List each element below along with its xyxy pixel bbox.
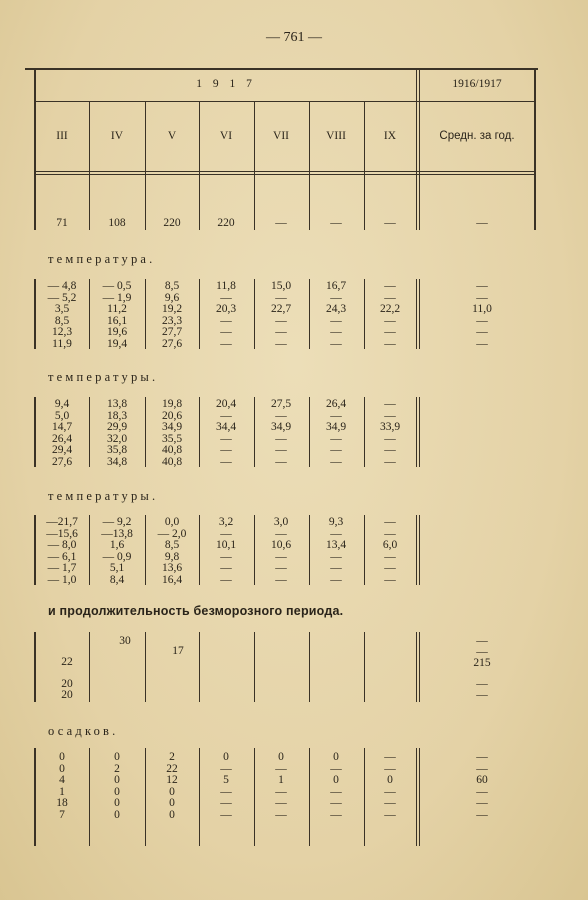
table-cell: — 1,0: [47, 573, 77, 586]
frost-free-avg-cell: —: [476, 678, 488, 690]
table-cell: 34,4: [215, 421, 237, 433]
table-cell: 26,4: [325, 398, 347, 410]
block-col-divider-3-3: [254, 632, 255, 702]
table-cell: —: [476, 808, 488, 821]
table-cell: —: [384, 562, 396, 574]
table-cell: 13,6: [161, 562, 183, 574]
table-cell: 34,9: [270, 421, 292, 433]
table-cell: 18: [56, 797, 68, 809]
block-year-divider-4: [416, 748, 417, 846]
table-cell: —: [384, 409, 396, 422]
table-cell: 33,9: [379, 421, 401, 433]
table-cell: 22,7: [270, 303, 292, 315]
top-row-cell: 220: [163, 217, 181, 229]
table-cell: — 0,9: [102, 550, 132, 563]
frost-free-avg-cell: —: [476, 646, 488, 658]
year-divider: [416, 68, 417, 230]
page-number: — 761 —: [266, 30, 322, 45]
block-col-divider-3-4: [309, 632, 310, 702]
header-month-iii: III: [56, 130, 68, 142]
table-cell: —: [220, 808, 232, 821]
table-cell: —: [384, 762, 396, 775]
table-cell: 0: [59, 762, 65, 775]
table-cell: —: [330, 432, 342, 445]
table-cell: 27,6: [161, 337, 183, 350]
table-cell: 18,3: [106, 409, 128, 422]
table-cell: —: [275, 455, 287, 468]
table-cell: 0: [387, 774, 393, 786]
header-avg-label: Средн. за год.: [439, 130, 515, 142]
table-cell: —: [275, 808, 287, 821]
header-year-1916-1917: 1916/1917: [452, 78, 502, 90]
table-top-rule: [25, 68, 538, 70]
table-cell: —: [384, 516, 396, 528]
block-col-divider-4-5: [364, 748, 365, 846]
table-cell: 8,5: [164, 280, 180, 292]
table-cell: —: [330, 562, 342, 574]
table-cell: 8,5: [164, 539, 180, 551]
frost-free-iv-cell: 30: [119, 635, 131, 647]
table-cell: 40,8: [161, 444, 183, 456]
frost-free-avg-cell: 215: [473, 657, 491, 669]
table-cell: —: [275, 550, 287, 563]
table-cell: 0: [333, 774, 339, 786]
table-cell: —21,7: [46, 516, 78, 528]
top-row-cell: 71: [56, 217, 68, 229]
table-cell: 0: [333, 751, 339, 763]
table-cell: 9,6: [164, 291, 180, 304]
table-cell: —: [220, 762, 232, 775]
table-cell: 14,7: [51, 421, 73, 433]
table-cell: 16,7: [325, 280, 347, 292]
table-cell: —15,6: [46, 527, 78, 540]
table-cell: — 0,5: [102, 280, 132, 292]
table-cell: —: [330, 444, 342, 456]
block-col-divider-0-5: [364, 279, 365, 349]
block-col-divider-0-3: [254, 279, 255, 349]
table-cell: 24,3: [325, 303, 347, 315]
table-cell: 19,8: [161, 398, 183, 410]
table-cell: 29,4: [51, 444, 73, 456]
table-cell: —: [384, 326, 396, 338]
table-cell: 16,4: [161, 573, 183, 586]
year-divider-2: [419, 68, 420, 230]
table-cell: —: [330, 455, 342, 468]
frost-free-avg-cell: —: [476, 689, 488, 701]
table-cell: 0: [169, 808, 175, 821]
table-cell: 8,5: [54, 314, 70, 327]
block-year-divider2-1: [419, 397, 420, 467]
table-cell: 0: [169, 797, 175, 809]
table-cell: 10,6: [270, 539, 292, 551]
table-cell: 15,0: [270, 280, 292, 292]
table-cell: 34,9: [325, 421, 347, 433]
table-cell: 27,6: [51, 455, 73, 468]
block-col-divider-0-2: [199, 279, 200, 349]
table-left-border: [34, 68, 36, 230]
table-cell: 2: [114, 762, 120, 775]
table-cell: —: [384, 337, 396, 350]
block-col-divider-3-1: [145, 632, 146, 702]
block-year-divider-3: [416, 632, 417, 702]
table-cell: 32,0: [106, 432, 128, 445]
table-cell: —: [384, 527, 396, 540]
table-cell: 11,8: [216, 280, 236, 292]
block-left-border-2: [34, 515, 36, 585]
table-cell: —: [330, 314, 342, 327]
table-cell: 3,0: [273, 516, 289, 528]
table-cell: —: [220, 409, 232, 422]
table-cell: 0: [114, 751, 120, 763]
block-col-divider-0-0: [89, 279, 90, 349]
header-month-viii: VIII: [326, 130, 346, 142]
table-cell: —: [275, 326, 287, 338]
table-cell: —: [275, 314, 287, 327]
table-cell: —: [275, 797, 287, 809]
table-cell: 6,0: [382, 539, 398, 551]
table-cell: —: [384, 797, 396, 809]
header-month-ix: IX: [383, 130, 397, 142]
table-cell: —: [275, 432, 287, 445]
table-cell: 19,6: [106, 326, 128, 338]
table-cell: — 8,0: [47, 539, 77, 551]
block-col-divider-2-1: [145, 515, 146, 585]
table-cell: —: [220, 550, 232, 563]
table-cell: 22: [166, 762, 178, 775]
block-col-divider-1-0: [89, 397, 90, 467]
table-cell: —: [220, 337, 232, 350]
table-cell: —: [330, 527, 342, 540]
frost-free-iii-cell: 20: [61, 689, 73, 701]
table-cell: 8,4: [109, 573, 125, 586]
table-cell: 23,3: [161, 314, 183, 327]
top-row-cell: —: [384, 217, 396, 229]
section-title: температура.: [48, 252, 156, 266]
block-col-divider-2-5: [364, 515, 365, 585]
table-cell: —: [275, 573, 287, 586]
header-year-rule: [36, 101, 535, 102]
table-cell: —: [476, 785, 488, 798]
table-cell: —: [275, 291, 287, 304]
block-col-divider-3-2: [199, 632, 200, 702]
block-col-divider-1-3: [254, 397, 255, 467]
table-cell: 12: [166, 774, 178, 786]
block-col-divider-4-1: [145, 748, 146, 846]
table-cell: —: [384, 455, 396, 468]
table-cell: 10,1: [215, 539, 237, 551]
table-cell: —: [220, 562, 232, 574]
block-col-divider-2-3: [254, 515, 255, 585]
table-cell: 20,6: [161, 409, 183, 422]
table-cell: —: [384, 550, 396, 563]
header-year-1917: 1 9 1 7: [196, 78, 256, 90]
table-cell: —: [275, 444, 287, 456]
table-cell: 1,6: [109, 539, 125, 551]
table-cell: 19,4: [106, 337, 128, 350]
table-cell: —: [476, 751, 488, 763]
block-year-divider-2: [416, 515, 417, 585]
table-cell: 60: [476, 774, 488, 786]
table-right-border: [534, 68, 536, 230]
block-left-border-4: [34, 748, 36, 846]
section-title: температуры.: [48, 489, 159, 503]
col-divider-2: [145, 101, 146, 230]
block-col-divider-3-0: [89, 632, 90, 702]
block-year-divider-1: [416, 397, 417, 467]
block-left-border-1: [34, 397, 36, 467]
table-cell: 0: [223, 751, 229, 763]
block-left-border-0: [34, 279, 36, 349]
table-cell: 12,3: [51, 326, 73, 338]
table-cell: 0: [169, 785, 175, 798]
table-cell: 0,0: [164, 516, 180, 528]
table-cell: 11,9: [52, 337, 72, 350]
table-cell: 0: [114, 797, 120, 809]
table-cell: —: [330, 291, 342, 304]
table-cell: —: [384, 785, 396, 798]
table-cell: — 6,1: [47, 550, 77, 563]
table-cell: —: [476, 314, 488, 327]
frost-free-v-cell: 17: [172, 645, 184, 657]
block-col-divider-4-3: [254, 748, 255, 846]
table-cell: —: [220, 326, 232, 338]
block-col-divider-4-4: [309, 748, 310, 846]
frost-free-iii-cell: 22: [61, 656, 73, 668]
top-row-cell: —: [275, 217, 287, 229]
table-cell: —: [275, 337, 287, 350]
header-bottom-rule-2: [36, 174, 535, 175]
table-cell: —: [330, 573, 342, 586]
table-cell: 0: [114, 785, 120, 798]
table-cell: —: [476, 326, 488, 338]
table-cell: 16,1: [106, 314, 128, 327]
table-cell: —: [275, 409, 287, 422]
block-year-divider-0: [416, 279, 417, 349]
table-cell: —: [384, 808, 396, 821]
table-cell: 27,5: [270, 398, 292, 410]
table-cell: 40,8: [161, 455, 183, 468]
table-cell: 5,1: [109, 562, 125, 574]
section-title: и продолжительность безморозного периода.: [48, 604, 344, 618]
table-cell: —: [220, 797, 232, 809]
table-cell: —: [220, 573, 232, 586]
col-divider-1: [89, 101, 90, 230]
table-cell: 19,2: [161, 303, 183, 315]
col-divider-4: [254, 101, 255, 230]
table-cell: —: [330, 762, 342, 775]
table-cell: 35,8: [106, 444, 128, 456]
table-cell: 27,7: [161, 326, 183, 338]
table-cell: —: [330, 326, 342, 338]
top-row-cell: 220: [217, 217, 235, 229]
table-cell: 0: [114, 774, 120, 786]
header-month-vi: VI: [219, 130, 233, 142]
table-cell: —: [330, 808, 342, 821]
table-cell: 9,3: [328, 516, 344, 528]
table-cell: 11,2: [107, 303, 127, 315]
table-cell: 20,4: [215, 398, 237, 410]
table-cell: —: [330, 785, 342, 798]
block-col-divider-0-1: [145, 279, 146, 349]
table-cell: 34,9: [161, 421, 183, 433]
top-row-cell: —: [330, 217, 342, 229]
table-cell: 29,9: [106, 421, 128, 433]
block-left-border-3: [34, 632, 36, 702]
table-cell: —: [330, 337, 342, 350]
table-cell: — 1,7: [47, 562, 77, 574]
frost-free-avg-cell: —: [476, 635, 488, 647]
col-divider-6: [364, 101, 365, 230]
table-cell: 5: [223, 774, 229, 786]
table-cell: —: [384, 444, 396, 456]
block-year-divider2-2: [419, 515, 420, 585]
table-cell: 0: [114, 808, 120, 821]
table-cell: 35,5: [161, 432, 183, 445]
block-col-divider-1-2: [199, 397, 200, 467]
table-cell: 13,4: [325, 539, 347, 551]
block-col-divider-3-5: [364, 632, 365, 702]
table-cell: 3,5: [54, 303, 70, 315]
table-cell: 2: [169, 751, 175, 763]
block-col-divider-2-2: [199, 515, 200, 585]
table-cell: — 9,2: [102, 516, 132, 528]
block-col-divider-4-2: [199, 748, 200, 846]
table-cell: —: [476, 280, 488, 292]
block-col-divider-0-4: [309, 279, 310, 349]
table-cell: —: [476, 762, 488, 775]
block-year-divider2-3: [419, 632, 420, 702]
block-col-divider-1-4: [309, 397, 310, 467]
table-cell: 0: [59, 751, 65, 763]
table-cell: — 5,2: [47, 291, 77, 304]
table-cell: —: [384, 432, 396, 445]
table-cell: —: [220, 444, 232, 456]
table-cell: 26,4: [51, 432, 73, 445]
table-cell: —: [275, 762, 287, 775]
table-cell: — 1,9: [102, 291, 132, 304]
table-cell: —: [220, 785, 232, 798]
table-cell: —: [384, 291, 396, 304]
frost-free-iii-cell: 20: [61, 678, 73, 690]
table-cell: —: [476, 797, 488, 809]
table-cell: 0: [278, 751, 284, 763]
table-cell: — 4,8: [47, 280, 77, 292]
block-year-divider2-4: [419, 748, 420, 846]
table-cell: 1: [59, 785, 65, 798]
table-cell: 1: [278, 774, 284, 786]
table-cell: —: [330, 409, 342, 422]
table-cell: —: [275, 785, 287, 798]
table-cell: —: [220, 291, 232, 304]
table-cell: 3,2: [218, 516, 234, 528]
block-col-divider-1-5: [364, 397, 365, 467]
table-cell: — 2,0: [157, 527, 187, 540]
col-divider-5: [309, 101, 310, 230]
header-bottom-rule: [36, 171, 535, 172]
table-cell: 20,3: [215, 303, 237, 315]
table-cell: 13,8: [106, 398, 128, 410]
table-cell: —: [220, 314, 232, 327]
table-cell: 11,0: [472, 303, 492, 315]
table-cell: 9,8: [164, 550, 180, 563]
table-cell: —: [384, 573, 396, 586]
table-cell: 7: [59, 808, 65, 821]
block-col-divider-2-4: [309, 515, 310, 585]
table-cell: —: [384, 751, 396, 763]
table-cell: 5,0: [54, 409, 70, 422]
table-cell: —: [476, 337, 488, 350]
table-cell: —: [330, 797, 342, 809]
table-cell: —: [384, 398, 396, 410]
top-row-cell: —: [476, 217, 488, 229]
table-cell: 34,8: [106, 455, 128, 468]
header-month-v: V: [167, 130, 177, 142]
table-cell: —: [384, 314, 396, 327]
header-month-iv: IV: [110, 130, 124, 142]
table-cell: 4: [59, 774, 65, 786]
table-cell: —: [220, 455, 232, 468]
block-col-divider-4-0: [89, 748, 90, 846]
table-cell: —: [330, 550, 342, 563]
table-cell: 22,2: [379, 303, 401, 315]
table-cell: —: [220, 527, 232, 540]
section-title: осадков.: [48, 724, 119, 738]
table-cell: —: [384, 280, 396, 292]
block-col-divider-2-0: [89, 515, 90, 585]
block-year-divider2-0: [419, 279, 420, 349]
block-col-divider-1-1: [145, 397, 146, 467]
col-divider-3: [199, 101, 200, 230]
table-cell: —: [220, 432, 232, 445]
section-title: температуры.: [48, 370, 159, 384]
table-cell: —: [275, 527, 287, 540]
table-cell: —: [476, 291, 488, 304]
header-month-vii: VII: [273, 130, 289, 142]
table-cell: 9,4: [54, 398, 70, 410]
table-cell: —: [275, 562, 287, 574]
top-row-cell: 108: [108, 217, 126, 229]
table-cell: —13,8: [101, 527, 133, 540]
